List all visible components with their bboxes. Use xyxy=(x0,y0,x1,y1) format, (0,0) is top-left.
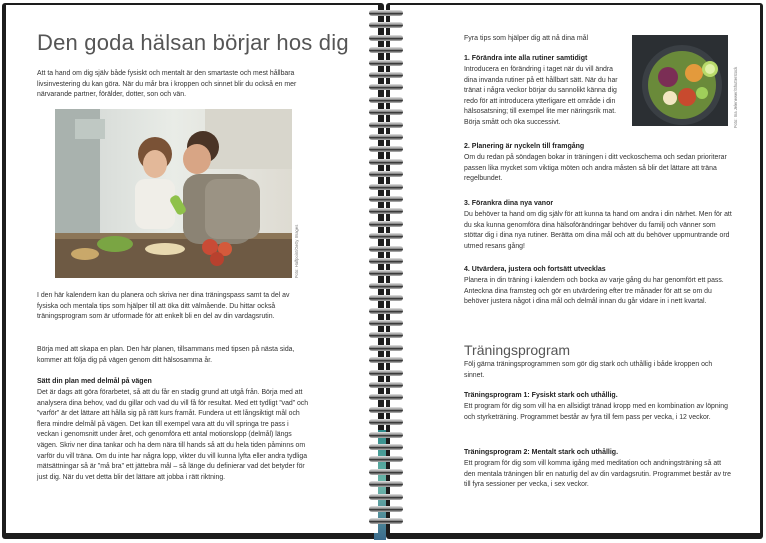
tip-1-text: Introducera en förändring i taget när du vill ändra dina invanda rutiner på ett hållbart sätt. När du har tränat i några veckor börjar du sannolikt känna dig redo för att introducera ytterligare ett område i din hälsosatsning; till exempel lite mer näringsrik mat. Börja smått och öka successivt. xyxy=(464,66,618,126)
binding-ring xyxy=(369,394,403,400)
program-2-heading: Träningsprogram 2: Mentalt stark och uthållig. xyxy=(464,449,619,456)
binding-ring xyxy=(369,208,403,214)
binding-ring xyxy=(369,419,403,425)
binding-ring xyxy=(369,456,403,462)
training-program-title: Träningsprogram xyxy=(464,342,571,358)
binding-ring xyxy=(369,270,403,276)
binding-ring xyxy=(369,283,403,289)
tip-4-heading: 4. Utvärdera, justera och fortsätt utvecklas xyxy=(464,266,606,273)
binding-ring xyxy=(369,308,403,314)
father-child-kitchen-photo xyxy=(55,109,292,278)
salad-bowl-photo xyxy=(632,35,728,126)
program-2-text: Ett program för dig som vill komma igång med meditation och andningsträning så att den mentala träningen blir en naturlig del av din vardagsrutin. Programmet består av tre till fyra sessioner per vecka, i sex veckor. xyxy=(464,460,731,489)
binding-ring xyxy=(369,370,403,376)
binding-ring xyxy=(369,84,403,90)
binding-ring xyxy=(369,47,403,53)
binding-ring xyxy=(369,320,403,326)
binding-ring xyxy=(369,109,403,115)
binding-ring xyxy=(369,196,403,202)
body-paragraph-3: Det är dags att göra förarbetet, så att du får en stadig grund att utgå från. Börja med att analysera dina behov, vad du gillar och vad du vill få för resultat. Med ett tydligt ”vad” och ”varför” är det lättare att hålla sig på rätt kurs framåt. Fundera ut ett långsiktigt mål och flera mindre delmål på vägen. Det kan till exempel vara att du vill springa tre pass i veckan i genomsnitt under året, och genomföra ett antal motionslopp (delmål) längs vägen. Skriv ner dina tankar och ha dem nära till hands så att du hela tiden påminns om varför du vill träna. Om du inte har några lopp, vikter du vill kunna lyfta eller andra tydliga mätsättningar så är ”må bra” ett jättebra mål – så länge du definierar vad det betyder för just dig. När du vet detta blir det lättare att jobba i rätt riktning. xyxy=(37,389,309,481)
page-title: Den goda hälsan börjar hos dig xyxy=(37,30,349,55)
binding-ring xyxy=(369,407,403,413)
tip-4-text: Planera in din träning i kalendern och bocka av varje gång du har genomfört ett pass. Anteckna dina framsteg och gör en utvärdering efter tre månader för att se om du behöver justera något i dina mål och delmål innan du går vidare in i nett kvartal. xyxy=(464,277,724,306)
spiral-binding xyxy=(369,10,403,535)
body-paragraph-1: I den här kalendern kan du planera och skriva ner dina träningspass samt ta del av fysiska och mentala tips som hjälper till att öka ditt välmående. Du hittar också träningsprogram som är utformade för att enkelt bli en del av din vardagsrutin. xyxy=(37,292,290,321)
tip-3-heading: 3. Förankra dina nya vanor xyxy=(464,200,554,207)
program-1-heading: Träningsprogram 1: Fysiskt stark och uthållig. xyxy=(464,392,618,399)
binding-ring xyxy=(369,444,403,450)
photo-credit-right: Foto: Ina Jelenewer/Shutterstock xyxy=(733,66,738,128)
tip-1-heading: 1. Förändra inte alla rutiner samtidigt xyxy=(464,55,588,62)
binding-ring xyxy=(369,494,403,500)
binding-ring xyxy=(369,332,403,338)
binding-ring xyxy=(369,432,403,438)
binding-ring xyxy=(369,469,403,475)
binding-ring xyxy=(369,481,403,487)
binding-ring xyxy=(369,295,403,301)
binding-ring xyxy=(369,22,403,28)
binding-ring xyxy=(369,159,403,165)
tip-2-text: Om du redan på söndagen bokar in träningen i ditt veckoschema och sedan prioriterar passen lika mycket som viktiga möten och andra måsten så blir det lättare att träna regelbundet. xyxy=(464,154,727,183)
binding-ring xyxy=(369,134,403,140)
binding-ring xyxy=(369,146,403,152)
tip-2-heading: 2. Planering är nyckeln till framgång xyxy=(464,143,585,150)
binding-ring xyxy=(369,10,403,16)
binding-ring xyxy=(369,184,403,190)
binding-ring xyxy=(369,518,403,524)
binding-ring xyxy=(369,382,403,388)
binding-ring xyxy=(369,357,403,363)
binding-ring xyxy=(369,246,403,252)
binding-ring xyxy=(369,35,403,41)
tips-intro: Fyra tips som hjälper dig att nå dina mål xyxy=(464,35,589,42)
program-intro: Följ gärna träningsprogrammen som gör dig stark och uthållig i både kroppen och sinnet. xyxy=(464,361,713,379)
intro-paragraph: Att ta hand om dig själv både fysiskt och mentalt är den smartaste och mest hållbara livsinvestering du kan göra. När du mår bra i kroppen och sinnet blir du också en mer närvarande partner, förälder, dotter, son och vän. xyxy=(37,70,297,99)
plan-subheading: Sätt din plan med delmål på vägen xyxy=(37,378,152,385)
binding-ring xyxy=(369,97,403,103)
binding-ring xyxy=(369,221,403,227)
program-1-text: Ett program för dig som vill ha en allsidigt tränad kropp med en kombination av löpning och styrketräning. Programmet består av fyra till fem pass per vecka, i 12 veckor. xyxy=(464,403,728,421)
binding-ring xyxy=(369,171,403,177)
binding-ring xyxy=(369,258,403,264)
binding-ring xyxy=(369,72,403,78)
binding-ring xyxy=(369,233,403,239)
photo-credit-left: Foto: Halfpoint/Getty Images xyxy=(294,224,299,278)
binding-ring xyxy=(369,60,403,66)
binding-ring xyxy=(369,345,403,351)
body-paragraph-2: Börja med att skapa en plan. Den här planen, tillsammans med tipsen på nästa sida, kommer att följa dig på vägen genom ditt hälsosamma år. xyxy=(37,346,295,364)
binding-ring xyxy=(369,506,403,512)
tip-3-text: Du behöver ta hand om dig själv för att kunna ta hand om andra i din närhet. Men för att du ska kunna genomföra dina hälsoförändringar behöver du familj och vänner som stöttar dig i dina nya rutiner. Berätta om dina mål och att du behöver uppmuntrande ord utmed resans gång! xyxy=(464,211,732,250)
binding-ring xyxy=(369,122,403,128)
